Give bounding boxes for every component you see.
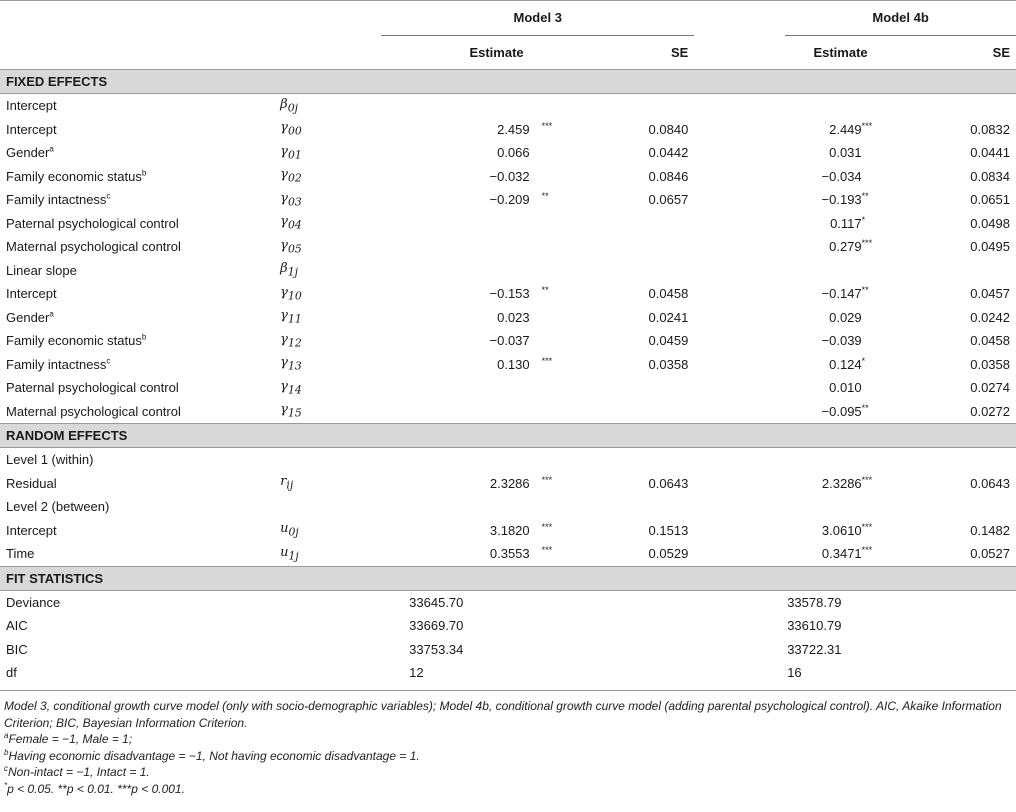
model4b-se-header: SE bbox=[992, 45, 1010, 60]
model4b-estimate: 2.449*** bbox=[829, 120, 873, 137]
footnote-marker: c bbox=[106, 191, 111, 201]
model4b-fit-value: 33610.79 bbox=[787, 618, 842, 634]
section-fit-statistics bbox=[0, 566, 1016, 590]
header-row-models bbox=[0, 0, 1016, 36]
model4b-estimate bbox=[785, 94, 867, 118]
table-row bbox=[0, 259, 1016, 283]
row-label: Level 2 (between) bbox=[6, 499, 110, 515]
model4b-estimate: −0.193** bbox=[821, 191, 869, 208]
footnote-marker: a bbox=[49, 144, 54, 154]
row-symbol: $\gamma_{10}$ bbox=[280, 284, 302, 303]
row-label: Deviance bbox=[6, 594, 61, 610]
row-label: Paternal psychological control bbox=[6, 380, 179, 396]
section-fit-statistics-title: FIT STATISTICS bbox=[0, 566, 1016, 590]
row-label: Intercept bbox=[6, 522, 57, 538]
model4b-fit-value: 33722.31 bbox=[787, 641, 842, 657]
table-row bbox=[0, 188, 1016, 212]
header-row-columns bbox=[0, 36, 1016, 70]
table-row bbox=[0, 141, 1016, 165]
model3-estimate bbox=[381, 94, 535, 118]
model4b-estimate: 0.279*** bbox=[829, 238, 873, 255]
model4b-se: 0.1482 bbox=[970, 522, 1010, 538]
model3-se bbox=[601, 235, 694, 259]
row-label: Level 1 (within) bbox=[6, 452, 94, 468]
model4b-fit-value: 16 bbox=[787, 665, 802, 681]
model3-fit-value: 33645.70 bbox=[409, 594, 464, 610]
model4b-se: 0.0651 bbox=[970, 192, 1010, 208]
significance-stars: *** bbox=[541, 474, 553, 485]
model4b-se: 0.0643 bbox=[970, 475, 1010, 491]
table-footnotes bbox=[4, 698, 1009, 797]
section-random-effects-title: RANDOM EFFECTS bbox=[0, 424, 1016, 448]
table-row bbox=[0, 542, 1016, 566]
model4b-se bbox=[868, 259, 1016, 283]
model3-fit-value: 12 bbox=[409, 665, 424, 681]
row-label: Time bbox=[6, 546, 35, 562]
row-symbol: $\gamma_{15}$ bbox=[280, 402, 302, 421]
row-symbol: $\beta_{0j}$ bbox=[280, 96, 298, 115]
model3-se: 0.0643 bbox=[648, 475, 689, 491]
section-fixed-effects bbox=[0, 70, 1016, 94]
model4b-se bbox=[868, 94, 1016, 118]
model4b-se: 0.0834 bbox=[970, 168, 1010, 184]
model3-estimate bbox=[381, 212, 535, 236]
table-row bbox=[0, 590, 1016, 614]
model3-estimate: 2.3286 bbox=[489, 475, 530, 491]
model3-estimate: −0.032 bbox=[489, 168, 530, 184]
model4b-estimate bbox=[785, 495, 867, 519]
model4b-header: Model 4b bbox=[785, 0, 1016, 36]
row-label: Residual bbox=[6, 475, 57, 491]
model4b-estimate: 0.124* bbox=[829, 355, 866, 372]
table-row bbox=[0, 376, 1016, 400]
significance-stars: *** bbox=[541, 545, 553, 556]
model3-estimate: 0.3553 bbox=[489, 546, 530, 562]
footnote-c: $^c$Non-intact = −1, Intact = 1. bbox=[4, 764, 150, 779]
table-row bbox=[0, 94, 1016, 118]
model3-se: 0.0840 bbox=[648, 121, 689, 137]
footnote-main: Model 3, conditional growth curve model (only with socio-demographic variables); Model 4b, conditional growth curve model (adding parental psychological control). AIC, Akaike Information Criterion; BIC, Bayesian Information Criterion. bbox=[4, 699, 1002, 730]
row-label: Family economic status$^b$ bbox=[6, 332, 147, 349]
model3-estimate bbox=[381, 448, 535, 472]
footnote-marker: b bbox=[141, 168, 147, 178]
model3-estimate: 0.066 bbox=[497, 145, 530, 161]
table-row bbox=[0, 306, 1016, 330]
table-row bbox=[0, 353, 1016, 377]
table-row bbox=[0, 495, 1016, 519]
table-row bbox=[0, 212, 1016, 236]
row-label: Intercept bbox=[6, 286, 57, 302]
model4b-se: 0.0527 bbox=[970, 546, 1010, 562]
model3-se: 0.0529 bbox=[648, 546, 689, 562]
row-label: Paternal psychological control bbox=[6, 215, 179, 231]
row-symbol: $\beta_{1j}$ bbox=[280, 261, 298, 280]
model4b-estimate: 0.029 bbox=[829, 309, 862, 325]
row-label: Family intactness$^c$ bbox=[6, 191, 111, 208]
model4b-estimate-header: Estimate bbox=[813, 45, 868, 60]
model4b-se: 0.0272 bbox=[970, 403, 1010, 419]
model3-header: Model 3 bbox=[381, 0, 694, 36]
table-row bbox=[0, 235, 1016, 259]
model3-estimate bbox=[381, 376, 535, 400]
row-symbol: $\gamma_{03}$ bbox=[280, 190, 302, 209]
row-label: Family economic status$^b$ bbox=[6, 168, 147, 184]
model3-estimate: 3.1820 bbox=[489, 522, 530, 538]
footnote-marker: b bbox=[141, 332, 147, 342]
row-label: Linear slope bbox=[6, 262, 77, 278]
bottom-rule bbox=[0, 690, 1016, 691]
model3-estimate: 0.130 bbox=[497, 356, 530, 372]
model3-fit-value: 33669.70 bbox=[409, 618, 464, 634]
model4b-se: 0.0274 bbox=[970, 380, 1010, 396]
row-label: Intercept bbox=[6, 98, 57, 114]
row-symbol: $\gamma_{02}$ bbox=[280, 167, 302, 186]
model3-estimate: −0.209 bbox=[489, 192, 530, 208]
model4b-fit-value: 33578.79 bbox=[787, 594, 842, 610]
table-row bbox=[0, 118, 1016, 142]
row-label: Intercept bbox=[6, 121, 57, 137]
row-symbol: $\gamma_{04}$ bbox=[280, 214, 302, 233]
row-symbol: $\gamma_{00}$ bbox=[280, 120, 302, 139]
row-symbol bbox=[274, 448, 381, 472]
model3-se bbox=[601, 259, 694, 283]
model3-estimate: 2.459 bbox=[497, 121, 530, 137]
table-row bbox=[0, 661, 1016, 685]
model3-se-header: SE bbox=[670, 45, 689, 60]
significance-stars: ** bbox=[541, 191, 549, 202]
footnote-marker: a bbox=[49, 309, 54, 319]
table-row bbox=[0, 472, 1016, 496]
model4b-se: 0.0458 bbox=[970, 333, 1010, 349]
model4b-se bbox=[868, 448, 1016, 472]
model4b-se: 0.0457 bbox=[970, 286, 1010, 302]
model4b-estimate: 3.0610*** bbox=[821, 521, 873, 538]
row-symbol: $\gamma_{05}$ bbox=[280, 237, 302, 256]
model3-se: 0.1513 bbox=[648, 522, 689, 538]
table-row bbox=[0, 614, 1016, 638]
model3-estimate bbox=[381, 235, 535, 259]
model3-se: 0.0458 bbox=[648, 286, 689, 302]
row-label: Family intactness$^c$ bbox=[6, 356, 111, 372]
row-label: Maternal psychological control bbox=[6, 239, 181, 255]
model4b-estimate: 0.117* bbox=[830, 214, 866, 231]
model4b-estimate: 0.031 bbox=[829, 145, 862, 161]
row-label: Gender$^a$ bbox=[6, 309, 54, 325]
model3-estimate bbox=[381, 400, 535, 424]
model4b-se: 0.0495 bbox=[970, 239, 1010, 255]
section-random-effects bbox=[0, 424, 1016, 448]
table-row bbox=[0, 638, 1016, 662]
model3-se: 0.0442 bbox=[648, 145, 689, 161]
row-symbol: $\gamma_{11}$ bbox=[280, 308, 302, 327]
footnote-a: $^a$Female = −1, Male = 1; bbox=[4, 731, 133, 746]
row-label: Maternal psychological control bbox=[6, 403, 181, 419]
model3-se bbox=[601, 400, 694, 424]
table-row bbox=[0, 448, 1016, 472]
model3-se: 0.0846 bbox=[648, 168, 689, 184]
model3-estimate: 0.023 bbox=[497, 309, 530, 325]
model4b-se: 0.0832 bbox=[970, 121, 1010, 137]
model3-estimate-header: Estimate bbox=[469, 45, 524, 60]
row-symbol: $u_{0j}$ bbox=[280, 521, 299, 540]
section-fixed-effects-title: FIXED EFFECTS bbox=[0, 70, 1016, 94]
row-label: BIC bbox=[6, 641, 28, 657]
model4b-estimate: −0.147** bbox=[821, 285, 869, 302]
model3-se: 0.0358 bbox=[648, 356, 689, 372]
model3-estimate: −0.037 bbox=[489, 333, 530, 349]
row-symbol bbox=[274, 495, 381, 519]
model4b-estimate bbox=[785, 448, 867, 472]
significance-stars: *** bbox=[541, 355, 553, 366]
model3-se: 0.0241 bbox=[648, 309, 689, 325]
row-label: df bbox=[6, 665, 17, 681]
model3-se: 0.0459 bbox=[648, 333, 689, 349]
model4b-se: 0.0242 bbox=[970, 309, 1010, 325]
row-symbol: $\gamma_{13}$ bbox=[280, 355, 302, 374]
footnote-b: $^b$Having economic disadvantage = −1, Not having economic disadvantage = 1. bbox=[4, 747, 420, 763]
model4b-estimate: −0.039 bbox=[821, 333, 862, 349]
row-symbol: $\gamma_{14}$ bbox=[280, 378, 302, 397]
model3-se bbox=[601, 495, 694, 519]
significance-stars: *** bbox=[541, 521, 553, 532]
model3-se bbox=[601, 212, 694, 236]
row-label: Gender$^a$ bbox=[6, 144, 54, 161]
significance-stars: *** bbox=[541, 120, 553, 131]
row-label: AIC bbox=[6, 618, 28, 634]
model4b-estimate bbox=[785, 259, 867, 283]
table-row bbox=[0, 400, 1016, 424]
model3-estimate bbox=[381, 495, 535, 519]
model4b-estimate: 0.3471*** bbox=[821, 545, 873, 562]
model3-se bbox=[601, 376, 694, 400]
model4b-se: 0.0498 bbox=[970, 215, 1010, 231]
table-row bbox=[0, 282, 1016, 306]
row-symbol: $r_{ij}$ bbox=[280, 474, 294, 493]
footnote-marker: c bbox=[106, 356, 111, 366]
model4b-se: 0.0358 bbox=[970, 356, 1010, 372]
model4b-estimate: −0.095** bbox=[821, 402, 869, 419]
footnote-p: *p < 0.05. **p < 0.01. ***p < 0.001. bbox=[4, 780, 185, 796]
model4b-se: 0.0441 bbox=[970, 145, 1010, 161]
model4b-estimate: 2.3286*** bbox=[821, 474, 873, 491]
row-symbol: $\gamma_{12}$ bbox=[280, 331, 302, 350]
significance-stars: ** bbox=[541, 285, 549, 296]
table-row bbox=[0, 329, 1016, 353]
model4b-estimate: −0.034 bbox=[821, 168, 862, 184]
model4b-estimate: 0.010 bbox=[829, 380, 862, 396]
table-row bbox=[0, 165, 1016, 189]
model3-se bbox=[601, 448, 694, 472]
model3-fit-value: 33753.34 bbox=[409, 641, 464, 657]
model3-estimate: −0.153 bbox=[489, 286, 530, 302]
model3-se bbox=[601, 94, 694, 118]
model3-se: 0.0657 bbox=[648, 192, 689, 208]
row-symbol: $\gamma_{01}$ bbox=[280, 143, 302, 162]
table-row bbox=[0, 519, 1016, 543]
model3-estimate bbox=[381, 259, 535, 283]
model4b-se bbox=[868, 495, 1016, 519]
row-symbol: $u_{1j}$ bbox=[280, 544, 299, 563]
